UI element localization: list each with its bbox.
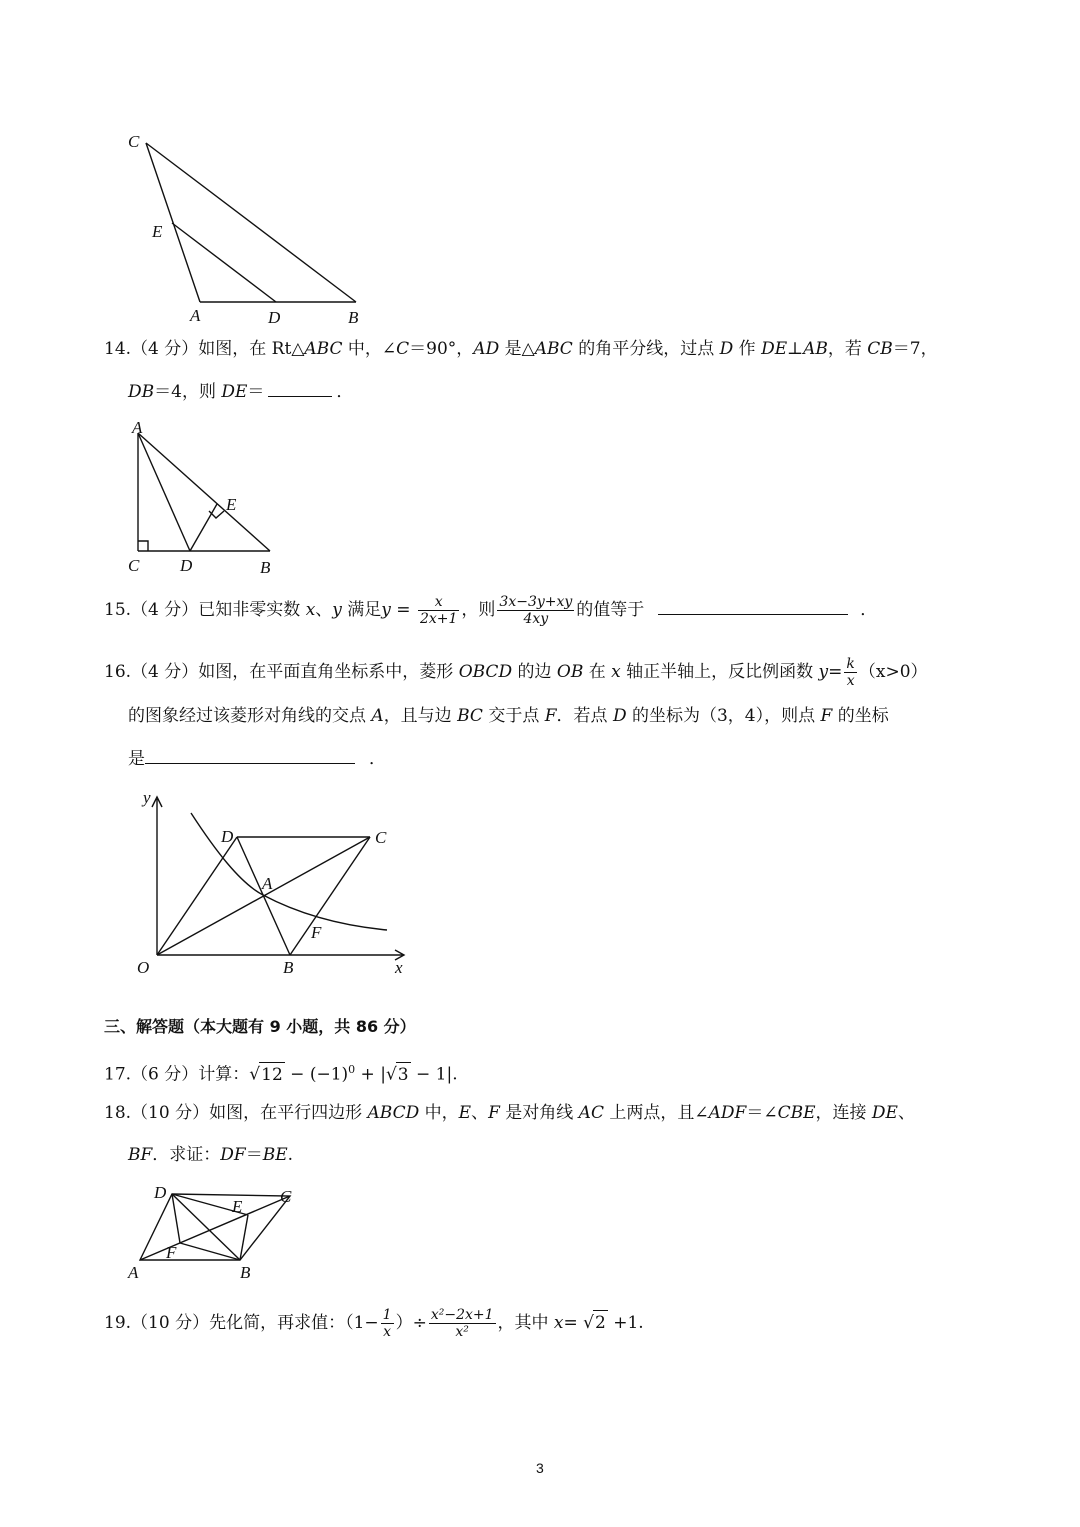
q18-ac: AC <box>578 1103 604 1123</box>
q15-text: ，则 <box>461 600 496 620</box>
frac-num: x <box>418 594 459 611</box>
q14-d: D <box>719 339 734 359</box>
q17-radicand-1: 12 <box>259 1062 285 1087</box>
q18-cbe: CBE <box>777 1103 816 1123</box>
q14-answer-blank[interactable] <box>268 380 332 397</box>
q19-radicand: 2 <box>593 1310 608 1335</box>
q14-ab: AB <box>803 339 828 359</box>
q17-exponent: 0 <box>348 1063 356 1076</box>
q16-score: （4 分） <box>131 662 199 682</box>
q18-end: . <box>287 1145 294 1165</box>
q16-f: F <box>544 706 557 726</box>
q16-text: 是 <box>128 749 145 769</box>
q16-ob: OB <box>556 662 584 682</box>
q14-text: ＝7， <box>892 339 938 359</box>
q19-x: x <box>553 1313 564 1333</box>
q14-text: 如图，在 Rt△ <box>198 339 305 359</box>
q14-abc: ABC <box>534 339 573 359</box>
q17-text: + | <box>355 1064 386 1085</box>
q16-text: 轴正半轴上，反比例函数 <box>620 662 819 682</box>
frac-num: x²−2x+1 <box>430 1307 494 1323</box>
frac-num: k <box>846 656 855 672</box>
q16-text: 在 <box>583 662 612 682</box>
q16-bc: BC <box>457 706 483 726</box>
q17-text: 计算： <box>198 1064 250 1085</box>
q17-text: − (−1) <box>284 1064 349 1085</box>
q16-text: 如图，在平面直角坐标系中，菱形 <box>198 662 459 682</box>
q19-text: +1. <box>607 1313 644 1333</box>
q19-score: （10 分） <box>131 1313 210 1333</box>
figure-q14-right-triangle <box>120 415 290 580</box>
q18-text: 上两点，且∠ <box>603 1103 709 1123</box>
q18-number: 18. <box>104 1103 132 1123</box>
q18-sep: 、 <box>471 1103 489 1123</box>
label-a: A <box>190 306 201 325</box>
q16-cond: （x>0） <box>858 662 928 682</box>
label-d: D <box>268 308 281 327</box>
label-y: y <box>143 788 151 807</box>
q14-text: 的角平分线，过点 <box>572 339 720 359</box>
q14-perp: ⊥ <box>787 339 804 359</box>
sqrt-sign: √ <box>583 1313 595 1333</box>
q16-a: A <box>371 706 384 726</box>
figure-q13-triangle <box>110 125 380 330</box>
q18-abcd: ABCD <box>367 1103 420 1123</box>
q15-answer-blank[interactable] <box>658 598 848 615</box>
q18-line1 <box>104 1101 915 1125</box>
q14-db: DB <box>128 382 155 402</box>
label-b: B <box>283 958 294 977</box>
q18-bf: BF <box>128 1145 153 1165</box>
q18-text: 、 <box>897 1103 915 1123</box>
q18-text: ．求证： <box>152 1145 221 1165</box>
label-b: B <box>260 558 271 577</box>
q18-text: 是对角线 <box>499 1103 579 1123</box>
label-c: C <box>128 132 140 151</box>
label-d: D <box>154 1183 167 1202</box>
q17-number: 17. <box>104 1064 132 1085</box>
label-c: C <box>128 556 140 575</box>
q17-score: （6 分） <box>131 1064 199 1085</box>
q16-text: ．若点 <box>556 706 613 726</box>
q15-y: y <box>332 600 342 620</box>
frac-den: x² <box>455 1324 469 1340</box>
frac-den: x <box>846 673 855 689</box>
q18-adf: ADF <box>708 1103 747 1123</box>
q15-text: 满足 <box>341 600 382 620</box>
sqrt-sign: √ <box>385 1064 397 1085</box>
q14-text: ＝4，则 <box>154 382 222 402</box>
q16-number: 16. <box>104 662 132 682</box>
q14-score: （4 分） <box>131 339 199 359</box>
q16-text: 的坐标 <box>832 706 889 726</box>
q18-f: F <box>488 1103 500 1123</box>
frac-den: 4xy <box>523 611 549 627</box>
q19-number: 19. <box>104 1313 132 1333</box>
q14-abc: ABC <box>304 339 343 359</box>
q18-de: DE <box>871 1103 898 1123</box>
q19-text: 先化简，再求值：（1− <box>209 1313 379 1333</box>
q19-text: ）÷ <box>395 1313 427 1333</box>
q14-end: ． <box>336 382 354 402</box>
q16-f: F <box>820 706 833 726</box>
q15-fraction-2 <box>497 594 574 627</box>
q19-fraction-2 <box>429 1307 496 1340</box>
sqrt-sign: √ <box>249 1064 261 1085</box>
q19-fraction-1 <box>381 1307 394 1340</box>
label-c: C <box>280 1187 292 1206</box>
q14-ad: AD <box>473 339 500 359</box>
label-o: O <box>137 958 150 977</box>
q14-de: DE <box>221 382 248 402</box>
q19-text: ，其中 <box>497 1313 554 1333</box>
q16-fraction <box>844 656 856 689</box>
figure-q16-rhombus <box>125 785 425 985</box>
q15-end: ． <box>860 600 878 620</box>
page-number: 3 <box>536 1460 544 1476</box>
label-f: F <box>311 923 322 942</box>
q16-text: 的边 <box>512 662 557 682</box>
label-x: x <box>395 958 403 977</box>
q16-line1 <box>104 656 928 689</box>
q14-de: DE <box>761 339 788 359</box>
q18-text: 中， <box>419 1103 459 1123</box>
q15-fraction-1 <box>418 594 459 627</box>
label-b: B <box>240 1263 251 1282</box>
q16-answer-blank[interactable] <box>145 747 355 764</box>
q15-x: x <box>305 600 316 620</box>
label-d: D <box>221 827 234 846</box>
q16-end: ． <box>369 749 386 769</box>
q16-text: 的坐标为（3，4），则点 <box>626 706 821 726</box>
frac-num: 3x−3y+xy <box>499 594 573 610</box>
q18-line2 <box>128 1143 293 1167</box>
q16-x: x <box>611 662 621 682</box>
q18-df: DF <box>220 1145 246 1165</box>
label-c: C <box>375 828 387 847</box>
q14-text: 是△ <box>499 339 535 359</box>
q17-text: − 1|. <box>410 1064 458 1085</box>
q16-text: ，且与边 <box>383 706 458 726</box>
q18-text: 如图，在平行四边形 <box>209 1103 368 1123</box>
frac-num: 1 <box>382 1307 392 1323</box>
q14-line1 <box>104 337 938 361</box>
q14-text: ＝ <box>247 382 265 402</box>
label-e: E <box>226 495 237 514</box>
q16-text: 交于点 <box>482 706 545 726</box>
q19-eq: = <box>563 1313 584 1333</box>
q17-line <box>104 1058 458 1087</box>
q17-radicand-2: 3 <box>396 1062 411 1087</box>
frac-den: 2x+1 <box>419 611 458 627</box>
q14-number: 14. <box>104 339 132 359</box>
frac-den: x <box>383 1324 392 1340</box>
q14-text: 中，∠ <box>342 339 397 359</box>
q18-score: （10 分） <box>131 1103 210 1123</box>
q14-text: ＝90°， <box>409 339 474 359</box>
figure-q18-parallelogram <box>120 1178 310 1288</box>
q15-score: （4 分） <box>131 600 199 620</box>
q15-line <box>104 594 877 627</box>
section-3-heading: 三、解答题（本大题有 9 小题，共 86 分） <box>104 1017 416 1036</box>
q16-obcd: OBCD <box>458 662 513 682</box>
label-e: E <box>152 222 163 241</box>
q16-yeq: y= <box>818 662 843 682</box>
q14-c: C <box>396 339 410 359</box>
q16-d: D <box>612 706 627 726</box>
q14-text: 作 <box>733 339 762 359</box>
q16-line3 <box>128 747 386 771</box>
q14-line2 <box>128 380 353 404</box>
q15-eq: y = <box>381 600 416 620</box>
q16-line2 <box>128 704 889 728</box>
label-b: B <box>348 308 359 327</box>
label-a: A <box>132 418 143 437</box>
q18-be: BE <box>262 1145 288 1165</box>
q15-text: 已知非零实数 <box>198 600 306 620</box>
label-f: F <box>166 1243 177 1262</box>
q16-text: 的图象经过该菱形对角线的交点 <box>128 706 372 726</box>
q14-text: ，若 <box>827 339 868 359</box>
q18-eq: ＝ <box>245 1145 263 1165</box>
label-a: A <box>128 1263 139 1282</box>
q15-text: 的值等于 <box>576 600 645 620</box>
label-e: E <box>232 1197 243 1216</box>
q15-number: 15. <box>104 600 132 620</box>
q14-cb: CB <box>867 339 893 359</box>
q18-text: ，连接 <box>815 1103 872 1123</box>
q15-sep: 、 <box>315 600 333 620</box>
q18-e: E <box>458 1103 472 1123</box>
label-d: D <box>180 556 193 575</box>
q19-line <box>104 1307 644 1340</box>
q18-eq: ＝∠ <box>746 1103 778 1123</box>
label-a: A <box>262 874 273 893</box>
